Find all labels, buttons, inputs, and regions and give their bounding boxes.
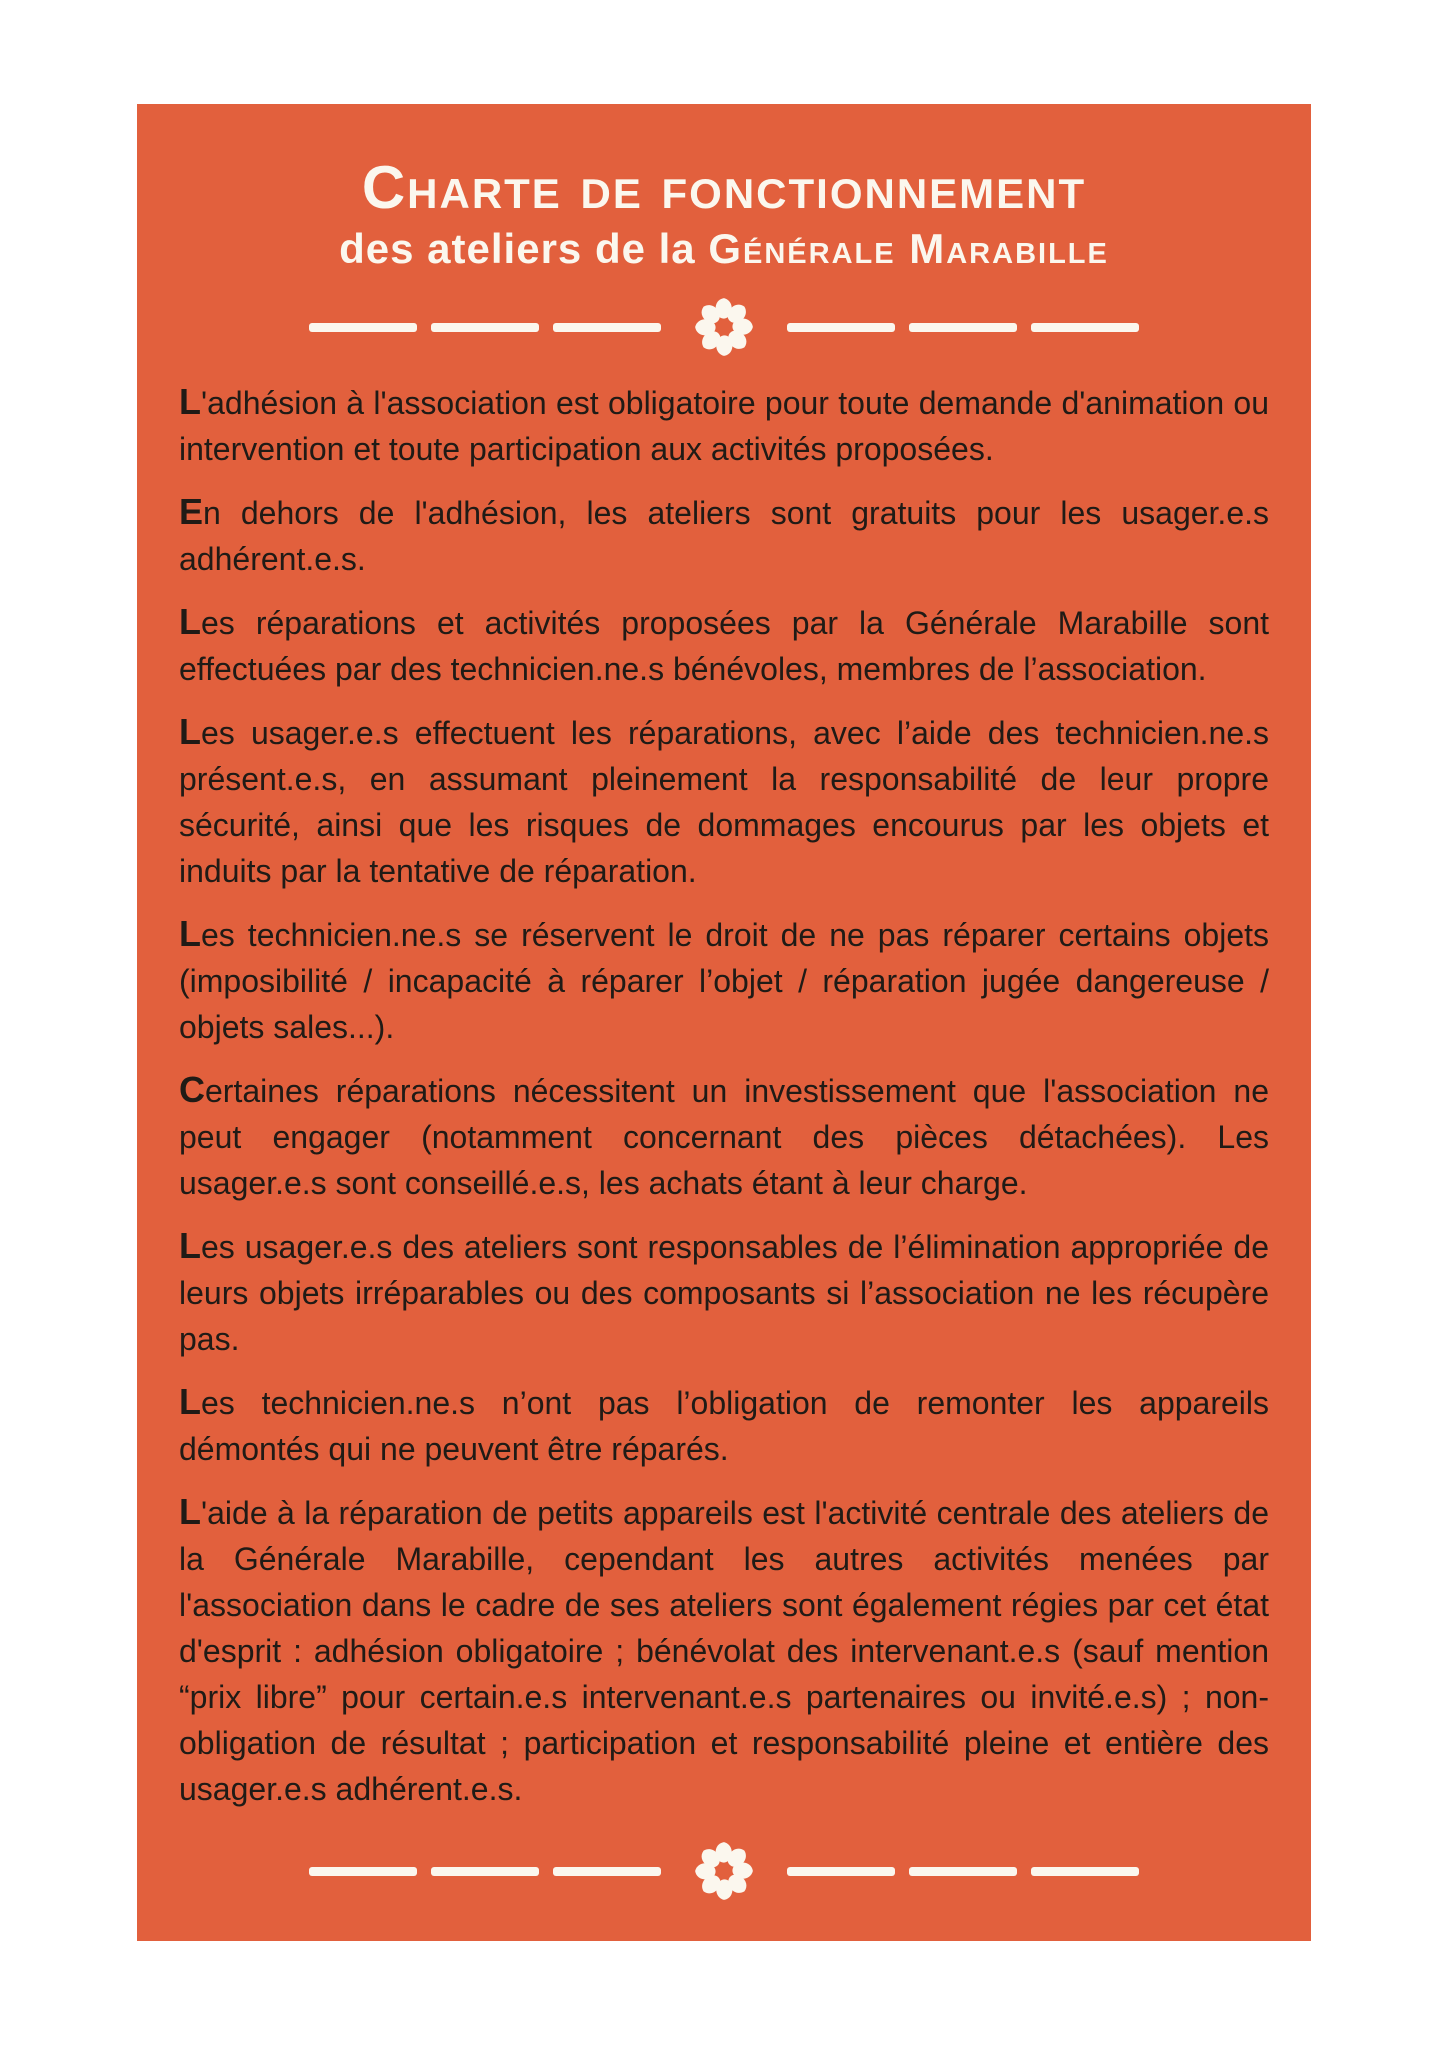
charter-paragraph [179,911,1269,1050]
charter-subtitle-prefix: des ateliers de la [339,225,709,272]
paragraph-lead: L [179,381,201,423]
paragraph-lead: L [179,1381,201,1423]
paragraph-text: es technicien.ne.s n’ont pas l’obligation de remonter les appareils démontés qui ne peuvent être réparés. [179,1385,1269,1468]
divider-dash [1031,1867,1139,1876]
paragraph-lead: L [179,1225,201,1267]
paragraph-text: es technicien.ne.s se réservent le droit de ne pas réparer certains objets (imposibilité / incapacité à réparer l’objet / réparation jugée dangereuse / objets sales...). [179,917,1269,1046]
divider-dash [431,1867,539,1876]
divider-dash [787,1867,895,1876]
paragraph-text: 'adhésion à l'association est obligatoire pour toute demande d'animation ou intervention et toute participation aux activités proposées. [179,385,1269,468]
paragraph-lead: L [179,1491,201,1533]
charter-paragraph [179,1379,1269,1472]
paragraph-text: ertaines réparations nécessitent un investissement que l'association ne peut engager (notamment concernant des pièces détachées). Les usager.e.s sont conseillé.e.s, les achats étant à leur charge. [179,1073,1269,1202]
bottom-divider [179,1835,1269,1907]
divider-dash [553,323,661,332]
paragraph-text: 'aide à la réparation de petits appareils est l'activité centrale des ateliers de la Générale Marabille, cependant les autres activités menées par l'association dans le cadre de ses ateliers sont également régies par cet état d'esprit : adhésion obligatoire ; bénévolat des intervenant.e.s (sauf mention “prix libre” pour certain.e.s intervenant.e.s partenaires ou invité.e.s) ; non-obligation de résultat ; participation et responsabilité pleine et entière des usager.e.s adhérent.e.s. [179,1495,1269,1808]
paragraph-lead: E [179,491,204,533]
charter-title: Charte de fonctionnement [361,154,1087,221]
divider-dash [309,1867,417,1876]
divider-dash [787,323,895,332]
charter-paragraphs [179,379,1269,1829]
paragraph-lead: L [179,913,201,955]
charter-paragraph [179,599,1269,692]
divider-dash [431,323,539,332]
charter-subtitle-emphasis: Générale Marabille [708,225,1109,272]
floral-ornament-icon [691,294,757,360]
charter-paragraph [179,1067,1269,1206]
paragraph-lead: C [179,1069,205,1111]
charter-paragraph [179,379,1269,472]
paragraph-text: es usager.e.s effectuent les réparations, avec l’aide des technicien.ne.s présent.e.s, en assumant pleinement la responsabilité de leur propre sécurité, ainsi que les risques de dommages encourus par les objets et induits par la tentative de réparation. [179,715,1269,890]
paragraph-text: n dehors de l'adhésion, les ateliers sont gratuits pour les usager.e.s adhérent.e.s. [179,495,1269,578]
divider-dash [309,323,417,332]
divider-dash [909,1867,1017,1876]
divider-dash [1031,323,1139,332]
divider-dash [909,323,1017,332]
divider-dash [553,1867,661,1876]
floral-ornament-icon [691,1838,757,1904]
charter-paragraph [179,1223,1269,1362]
paragraph-text: es réparations et activités proposées par la Générale Marabille sont effectuées par des technicien.ne.s bénévoles, membres de l’association. [179,605,1269,688]
paragraph-lead: L [179,711,201,753]
charter-card [137,104,1311,1941]
charter-paragraph [179,709,1269,894]
paragraph-lead: L [179,601,201,643]
charter-paragraph [179,489,1269,582]
top-divider [179,291,1269,363]
charter-subtitle [179,225,1269,273]
paragraph-text: es usager.e.s des ateliers sont responsables de l’élimination appropriée de leurs objets irréparables ou des composants si l’association ne les récupère pas. [179,1229,1269,1358]
charter-paragraph [179,1489,1269,1812]
